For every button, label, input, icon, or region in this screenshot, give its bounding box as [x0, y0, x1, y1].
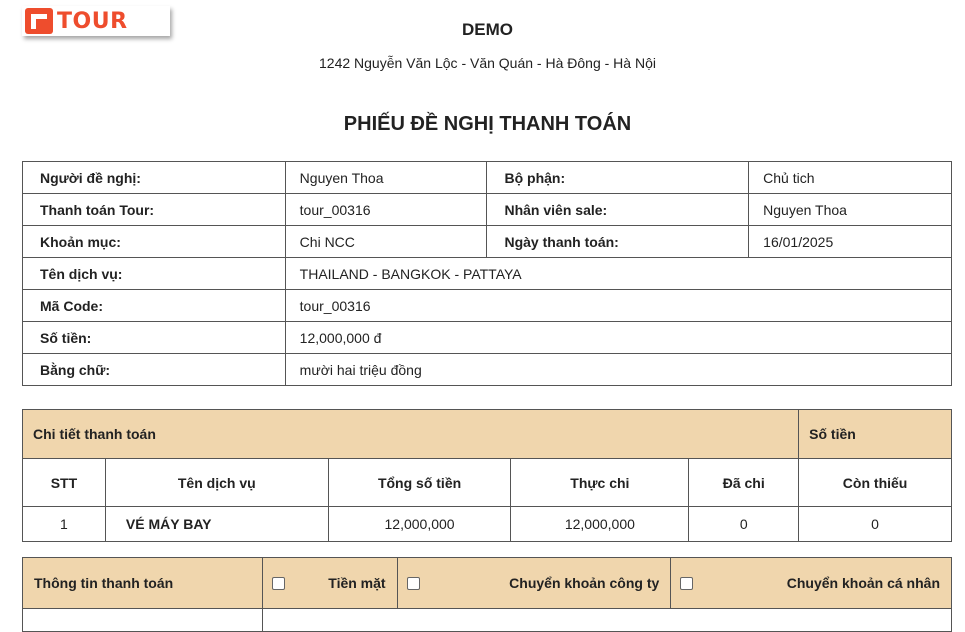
- info-row: [23, 162, 952, 194]
- amount-value: 12,000,000 đ: [285, 322, 951, 354]
- row-actual: 12,000,000: [511, 507, 689, 542]
- detail-columns-row: [23, 459, 952, 507]
- detail-header-row: [23, 410, 952, 459]
- payment-info-row: [23, 609, 952, 632]
- row-remaining: 0: [799, 507, 952, 542]
- info-row: [23, 354, 952, 386]
- cash-option[interactable]: [262, 558, 397, 609]
- column-header: Thực chi: [511, 459, 689, 507]
- row-paid: 0: [689, 507, 799, 542]
- service-label: Tên dịch vụ:: [23, 258, 286, 290]
- sales-value: Nguyen Thoa: [749, 194, 952, 226]
- department-label: Bộ phận:: [487, 162, 749, 194]
- column-header: STT: [23, 459, 106, 507]
- info-row: [23, 194, 952, 226]
- detail-header: Chi tiết thanh toán: [23, 410, 799, 459]
- category-label: Khoản mục:: [23, 226, 286, 258]
- payment-info-cell: [262, 609, 951, 632]
- row-total: 12,000,000: [328, 507, 511, 542]
- logo-text: TOUR: [57, 8, 128, 34]
- cash-checkbox[interactable]: [272, 577, 285, 590]
- column-header: Còn thiếu: [799, 459, 952, 507]
- words-label: Bằng chữ:: [23, 354, 286, 386]
- company-transfer-checkbox[interactable]: [407, 577, 420, 590]
- company-transfer-label: Chuyển khoản công ty: [509, 575, 660, 591]
- payment-info-table: [22, 557, 952, 632]
- info-row: [23, 322, 952, 354]
- sales-label: Nhân viên sale:: [487, 194, 749, 226]
- department-value: Chủ tich: [749, 162, 952, 194]
- amount-label: Số tiền:: [23, 322, 286, 354]
- info-row: [23, 258, 952, 290]
- category-value: Chi NCC: [285, 226, 487, 258]
- payment-info-cell: [23, 609, 263, 632]
- personal-transfer-checkbox[interactable]: [680, 577, 693, 590]
- requester-label: Người đề nghị:: [23, 162, 286, 194]
- table-row: [23, 507, 952, 542]
- detail-amount-header: Số tiền: [799, 410, 952, 459]
- code-value: tour_00316: [285, 290, 951, 322]
- payment-info-row: [23, 558, 952, 609]
- tour-value: tour_00316: [285, 194, 487, 226]
- code-label: Mã Code:: [23, 290, 286, 322]
- row-stt: 1: [23, 507, 106, 542]
- personal-transfer-label: Chuyển khoản cá nhân: [786, 575, 940, 591]
- payment-info-header: Thông tin thanh toán: [23, 558, 263, 609]
- company-address: 1242 Nguyễn Văn Lộc - Văn Quán - Hà Đông - Hà Nội: [319, 55, 656, 71]
- date-value: 16/01/2025: [749, 226, 952, 258]
- requester-value: Nguyen Thoa: [285, 162, 487, 194]
- date-label: Ngày thanh toán:: [487, 226, 749, 258]
- words-value: mười hai triệu đồng: [285, 354, 951, 386]
- tour-label: Thanh toán Tour:: [23, 194, 286, 226]
- service-value: THAILAND - BANGKOK - PATTAYA: [285, 258, 951, 290]
- document-title: PHIẾU ĐỀ NGHỊ THANH TOÁN: [343, 113, 632, 135]
- info-row: [23, 290, 952, 322]
- cash-label: Tiền mặt: [328, 575, 386, 591]
- column-header: Tổng số tiền: [328, 459, 511, 507]
- row-service-name: VÉ MÁY BAY: [105, 507, 328, 542]
- info-row: [23, 226, 952, 258]
- personal-transfer-option[interactable]: [671, 558, 952, 609]
- column-header: Đã chi: [689, 459, 799, 507]
- company-name: DEMO: [462, 20, 513, 39]
- company-transfer-option[interactable]: [397, 558, 671, 609]
- info-table: [22, 161, 952, 386]
- payment-detail-table: [22, 409, 952, 542]
- column-header: Tên dịch vụ: [105, 459, 328, 507]
